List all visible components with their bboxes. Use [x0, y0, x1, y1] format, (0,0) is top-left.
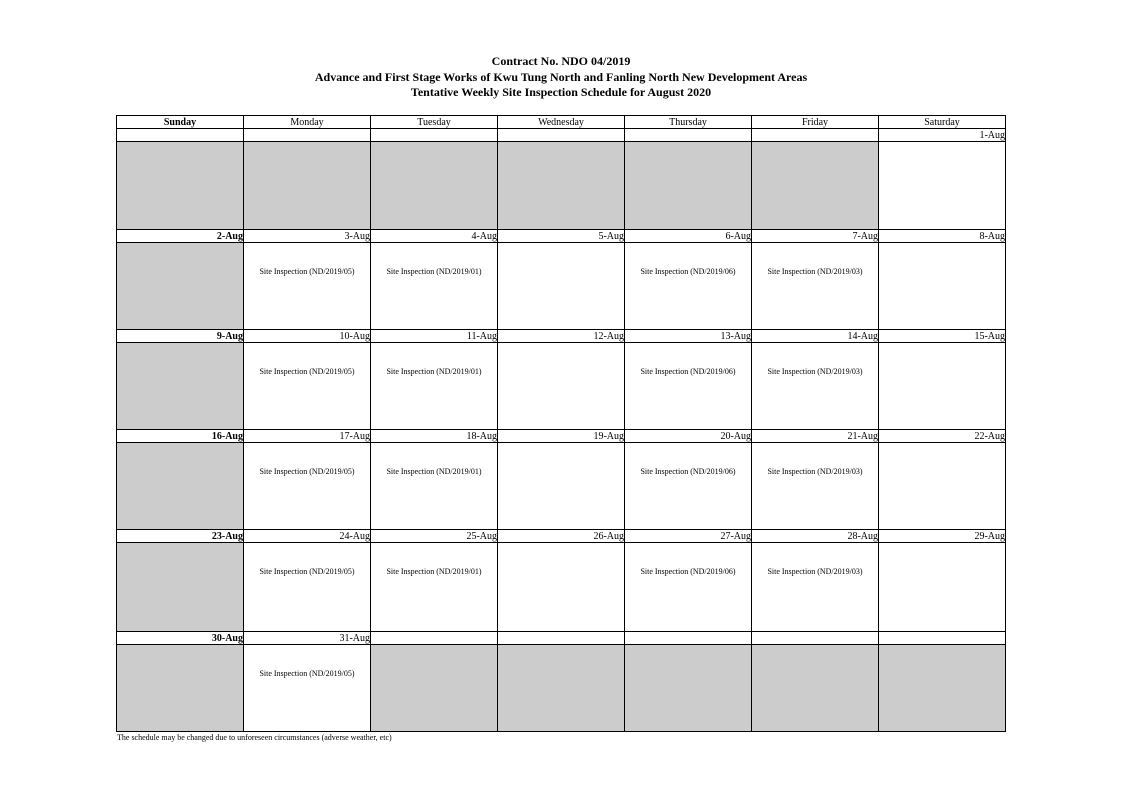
day-cell	[625, 343, 752, 430]
day-cell	[371, 142, 498, 230]
day-cell	[752, 443, 879, 530]
date-label: 13-Aug	[625, 330, 752, 343]
week-date-row	[117, 129, 1006, 142]
schedule-title: Tentative Weekly Site Inspection Schedule for August 2020	[410, 85, 712, 99]
day-cell	[244, 645, 371, 732]
calendar-table	[116, 115, 1006, 732]
inspection-entry: Site Inspection (ND/2019/05)	[259, 467, 355, 476]
date-label: 11-Aug	[371, 330, 498, 343]
day-cell	[879, 645, 1006, 732]
day-cell	[879, 243, 1006, 330]
day-cell	[625, 543, 752, 632]
date-label: 23-Aug	[117, 530, 244, 543]
day-header-sunday: Sunday	[117, 116, 244, 129]
date-label: 17-Aug	[244, 430, 371, 443]
date-label: 6-Aug	[625, 230, 752, 243]
date-label: 1-Aug	[879, 129, 1006, 142]
inspection-entry: Site Inspection (ND/2019/01)	[386, 467, 482, 476]
inspection-entry: Site Inspection (ND/2019/01)	[386, 567, 482, 576]
date-label: 28-Aug	[752, 530, 879, 543]
date-label: 4-Aug	[371, 230, 498, 243]
day-cell	[625, 443, 752, 530]
inspection-entry	[371, 645, 497, 669]
day-cell	[752, 543, 879, 632]
date-label: 9-Aug	[117, 330, 244, 343]
inspection-entry	[498, 243, 624, 267]
inspection-entry	[752, 645, 878, 669]
date-label	[879, 632, 1006, 645]
week-content-row	[117, 243, 1006, 330]
inspection-entry: Site Inspection (ND/2019/05)	[259, 267, 355, 276]
inspection-entry	[625, 142, 751, 166]
inspection-entry: Site Inspection (ND/2019/03)	[767, 267, 863, 276]
date-label: 5-Aug	[498, 230, 625, 243]
inspection-entry	[117, 142, 243, 166]
day-cell	[244, 243, 371, 330]
date-label	[625, 632, 752, 645]
inspection-entry: Site Inspection (ND/2019/05)	[259, 567, 355, 576]
day-cell	[752, 645, 879, 732]
day-of-week-header-row	[117, 116, 1006, 129]
inspection-entry	[879, 543, 1005, 567]
day-cell	[117, 645, 244, 732]
inspection-entry: Site Inspection (ND/2019/01)	[386, 267, 482, 276]
schedule-footnote: The schedule may be changed due to unforeseen circumstances (adverse weather, etc)	[117, 733, 392, 742]
inspection-entry	[371, 142, 497, 166]
week-date-row	[117, 330, 1006, 343]
day-cell	[371, 443, 498, 530]
inspection-entry	[498, 543, 624, 567]
day-cell	[879, 343, 1006, 430]
date-label: 15-Aug	[879, 330, 1006, 343]
date-label: 30-Aug	[117, 632, 244, 645]
day-cell	[498, 443, 625, 530]
day-cell	[371, 645, 498, 732]
date-label: 14-Aug	[752, 330, 879, 343]
date-label: 16-Aug	[117, 430, 244, 443]
day-cell	[117, 142, 244, 230]
day-cell	[625, 645, 752, 732]
week-content-row	[117, 443, 1006, 530]
date-label: 29-Aug	[879, 530, 1006, 543]
day-cell	[752, 142, 879, 230]
day-cell	[244, 343, 371, 430]
day-cell	[879, 142, 1006, 230]
inspection-entry	[117, 243, 243, 267]
inspection-entry: Site Inspection (ND/2019/06)	[640, 567, 736, 576]
date-label	[117, 129, 244, 142]
date-label	[498, 632, 625, 645]
inspection-entry: Site Inspection (ND/2019/03)	[767, 567, 863, 576]
day-cell	[752, 243, 879, 330]
inspection-entry	[752, 142, 878, 166]
date-label: 18-Aug	[371, 430, 498, 443]
date-label: 12-Aug	[498, 330, 625, 343]
inspection-entry: Site Inspection (ND/2019/06)	[640, 467, 736, 476]
day-cell	[117, 543, 244, 632]
week-date-row	[117, 230, 1006, 243]
date-label	[752, 632, 879, 645]
date-label: 26-Aug	[498, 530, 625, 543]
inspection-entry	[879, 645, 1005, 669]
inspection-entry: Site Inspection (ND/2019/06)	[640, 267, 736, 276]
inspection-entry: Site Inspection (ND/2019/03)	[767, 467, 863, 476]
day-cell	[879, 443, 1006, 530]
date-label: 21-Aug	[752, 430, 879, 443]
day-header-thursday: Thursday	[625, 116, 752, 129]
date-label	[752, 129, 879, 142]
day-cell	[244, 543, 371, 632]
day-cell	[244, 142, 371, 230]
day-header-saturday: Saturday	[879, 116, 1006, 129]
inspection-entry	[498, 142, 624, 166]
inspection-entry	[879, 142, 1005, 166]
week-content-row	[117, 543, 1006, 632]
inspection-entry: Site Inspection (ND/2019/05)	[259, 669, 355, 678]
day-header-friday: Friday	[752, 116, 879, 129]
inspection-entry: Site Inspection (ND/2019/01)	[386, 367, 482, 376]
day-header-tuesday: Tuesday	[371, 116, 498, 129]
inspection-entry: Site Inspection (ND/2019/03)	[767, 367, 863, 376]
week-content-row	[117, 343, 1006, 430]
date-label: 19-Aug	[498, 430, 625, 443]
day-cell	[371, 543, 498, 632]
day-cell	[498, 645, 625, 732]
date-label: 27-Aug	[625, 530, 752, 543]
week-date-row	[117, 430, 1006, 443]
day-cell	[879, 543, 1006, 632]
day-cell	[498, 142, 625, 230]
date-label: 22-Aug	[879, 430, 1006, 443]
inspection-entry	[244, 142, 370, 166]
inspection-entry	[625, 645, 751, 669]
inspection-entry	[498, 443, 624, 467]
date-label: 10-Aug	[244, 330, 371, 343]
inspection-entry	[117, 543, 243, 567]
week-date-row	[117, 530, 1006, 543]
day-cell	[244, 443, 371, 530]
day-cell	[498, 343, 625, 430]
inspection-entry	[117, 645, 243, 669]
inspection-entry: Site Inspection (ND/2019/05)	[259, 367, 355, 376]
day-header-wednesday: Wednesday	[498, 116, 625, 129]
date-label	[625, 129, 752, 142]
date-label: 2-Aug	[117, 230, 244, 243]
date-label: 25-Aug	[371, 530, 498, 543]
week-date-row	[117, 632, 1006, 645]
day-cell	[498, 543, 625, 632]
day-cell	[117, 443, 244, 530]
day-cell	[117, 343, 244, 430]
inspection-entry	[117, 443, 243, 467]
date-label: 8-Aug	[879, 230, 1006, 243]
inspection-entry	[498, 645, 624, 669]
date-label: 20-Aug	[625, 430, 752, 443]
day-cell	[498, 243, 625, 330]
day-cell	[625, 243, 752, 330]
inspection-entry	[879, 243, 1005, 267]
day-cell	[752, 343, 879, 430]
date-label	[498, 129, 625, 142]
inspection-entry	[879, 343, 1005, 367]
date-label	[244, 129, 371, 142]
date-label: 24-Aug	[244, 530, 371, 543]
calendar-weeks	[117, 129, 1006, 732]
week-content-row	[117, 645, 1006, 732]
inspection-entry: Site Inspection (ND/2019/06)	[640, 367, 736, 376]
inspection-entry	[498, 343, 624, 367]
date-label	[371, 129, 498, 142]
day-header-monday: Monday	[244, 116, 371, 129]
week-content-row	[117, 142, 1006, 230]
inspection-entry	[117, 343, 243, 367]
date-label	[371, 632, 498, 645]
day-cell	[371, 243, 498, 330]
day-cell	[117, 243, 244, 330]
day-cell	[625, 142, 752, 230]
date-label: 31-Aug	[244, 632, 371, 645]
contract-number-title: Contract No. NDO 04/2019	[491, 54, 631, 68]
day-cell	[371, 343, 498, 430]
inspection-entry	[879, 443, 1005, 467]
project-title: Advance and First Stage Works of Kwu Tung North and Fanling North New Development Areas	[314, 70, 808, 84]
date-label: 3-Aug	[244, 230, 371, 243]
date-label: 7-Aug	[752, 230, 879, 243]
